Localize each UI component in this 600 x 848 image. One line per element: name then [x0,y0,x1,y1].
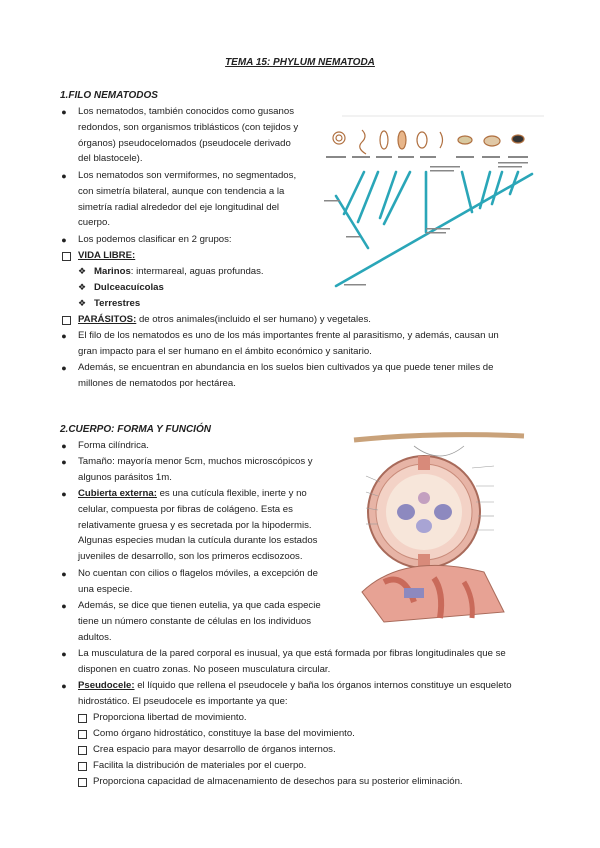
s1-paragraph-4: El filo de los nematodos es uno de los más importantes frente al parasitismo, y además, causan un gran impacto para el ser humano en el ámbito económico y sanitario. [78,330,499,357]
parasitos-item: PARÁSITOS: de otros animales(incluido el ser humano) y vegetales. [78,314,371,325]
s1-paragraph-1: Los nematodos, también conocidos como gusanos redondos, son organismos triblásticos (con tejidos y órganos) pseudocelomados (pseudocele derivado del blastocele). [78,106,299,165]
diamond-bullet-icon: ❖ [78,298,87,308]
bullet-icon: ● [61,649,67,659]
checkbox[interactable] [78,730,87,739]
pseudocele-check-item: Facilita la distribución de materiales por el cuerpo. [93,760,307,771]
s2-pseudocele: Pseudocele: el líquido que rellena el pseudocele y baña los órganos internos constituye un esqueleto hidrostático. El pseudocele es importante ya que: [78,680,512,707]
s2-eutelia: Además, se dice que tienen eutelia, ya que cada especie tiene un número constante de células en los individuos adultos. [78,600,321,643]
sub-item-marinos: Marinos: intermareal, aguas profundas. [94,266,264,277]
s1-paragraph-3: Los podemos clasificar en 2 grupos: [78,234,232,245]
nematode-anatomy-figure [344,432,544,628]
pseudocele-check-item: Proporciona capacidad de almacenamiento de desechos para su posterior eliminación. [93,776,463,787]
page-title: TEMA 15: PHYLUM NEMATODA [225,57,375,68]
bullet-icon: ● [61,235,67,245]
bullet-icon: ● [61,331,67,341]
checkbox[interactable] [78,762,87,771]
bullet-icon: ● [61,441,67,451]
s2-musculatura: La musculatura de la pared corporal es inusual, ya que está formada por fibras longitudinales que se disponen en cuatro zonas. No poseen musculatura circular. [78,648,506,675]
diamond-bullet-icon: ❖ [78,282,87,292]
checkbox-vida-libre[interactable] [62,252,71,261]
checkbox[interactable] [78,778,87,787]
s1-paragraph-5: Además, se encuentran en abundancia en los suelos bien cultivados ya que puede tener miles de millones de nematodos por hectárea. [78,362,494,389]
checkbox-parasitos[interactable] [62,316,71,325]
bullet-icon: ● [61,601,67,611]
phylogeny-figure [322,108,547,288]
pseudocele-check-item: Proporciona libertad de movimiento. [93,712,247,723]
section-1-heading: 1.FILO NEMATODOS [60,90,158,101]
bullet-icon: ● [61,363,67,373]
sub-item-dulceacuicolas: Dulceacuícolas [94,282,164,293]
bullet-icon: ● [61,457,67,467]
s2-cilios: No cuentan con cilios o flagelos móviles, a excepción de una especie. [78,568,318,595]
bullet-icon: ● [61,489,67,499]
diamond-bullet-icon: ❖ [78,266,87,276]
pseudocele-check-item: Crea espacio para mayor desarrollo de órganos internos. [93,744,336,755]
s2-forma: Forma cilíndrica. [78,440,149,451]
bullet-icon: ● [61,171,67,181]
pseudocele-check-item: Como órgano hidrostático, constituye la base del movimiento. [93,728,355,739]
s2-cubierta: Cubierta externa: es una cutícula flexible, inerte y no celular, compuesta por fibras de colágeno. Esta es relativamente gruesa y es secretada por la hipodermis. Algunas especies mudan la cutícula durante los estados juveniles de desarrollo, son los primeros ecdisozoos. [78,488,318,563]
bullet-icon: ● [61,107,67,117]
section-2-heading: 2.CUERPO: FORMA Y FUNCIÓN [60,424,211,435]
bullet-icon: ● [61,569,67,579]
bullet-icon: ● [61,681,67,691]
s2-tamano: Tamaño: mayoría menor 5cm, muchos microscópicos y algunos parásitos 1m. [78,456,313,483]
sub-item-terrestres: Terrestres [94,298,141,309]
checkbox[interactable] [78,714,87,723]
vida-libre-label: VIDA LIBRE: [78,250,136,261]
checkbox[interactable] [78,746,87,755]
s1-paragraph-2: Los nematodos son vermiformes, no segmentados, con simetría bilateral, aunque con tendencia a la simetría radial alrededor del eje longitudinal del cuerpo. [78,170,297,229]
